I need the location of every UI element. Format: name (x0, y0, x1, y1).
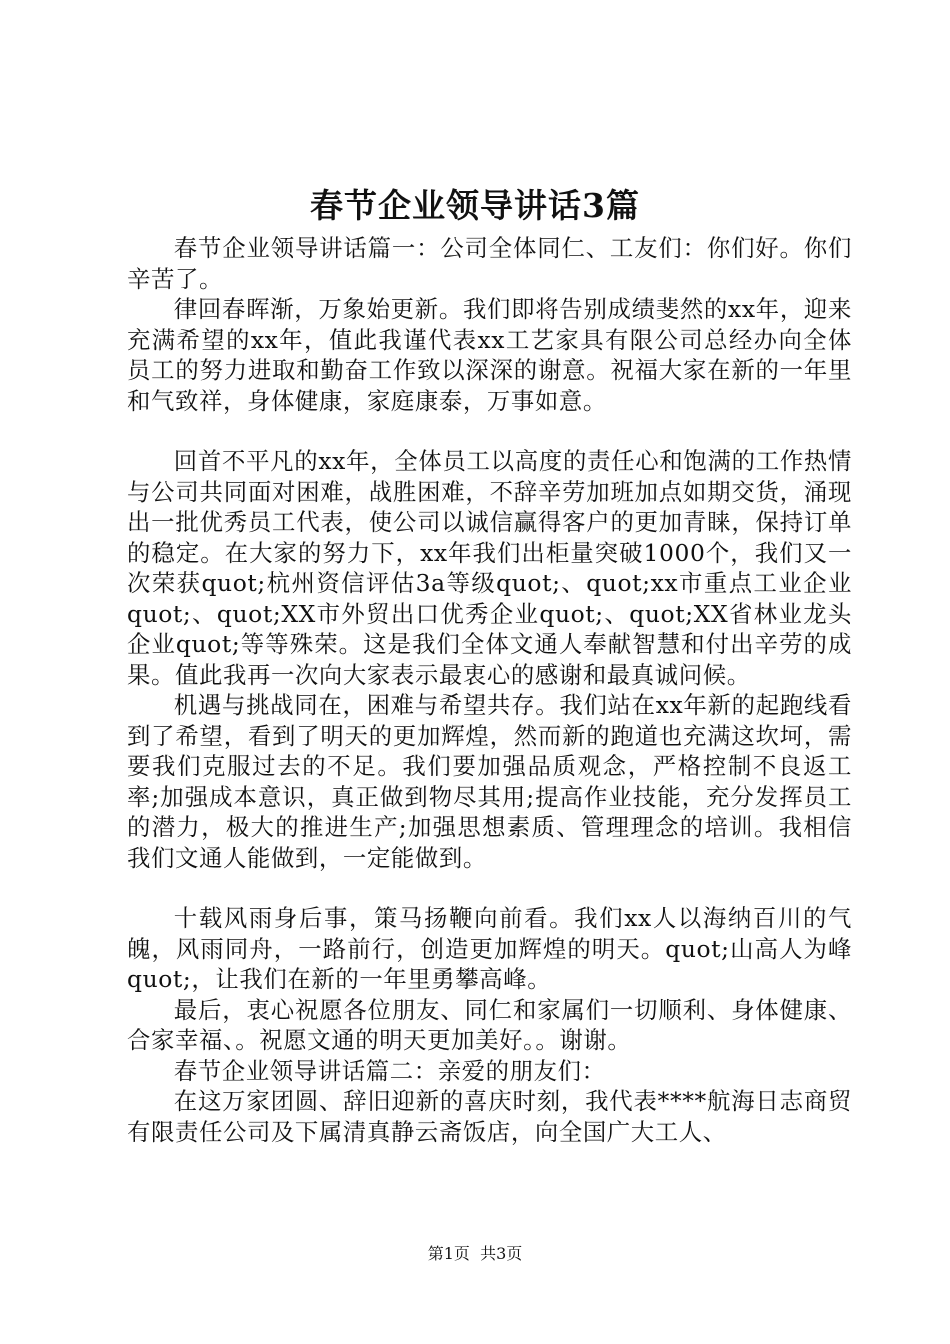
paragraph: 回首不平凡的xx年，全体员工以高度的责任心和饱满的工作热情与公司共同面对困难，战胜困难，不辞辛劳加班加点如期交货，涌现出一批优秀员工代表，使公司以诚信赢得客户的更加青睐，保持订单的稳定。在大家的努力下，xx年我们出柜量突破1000个，我们又一次荣获quot;杭州资信评估3a等级quot;、quot;xx市重点工业企业quot;、quot;XX市外贸出口优秀企业quot;、quot;XX省林业龙头企业quot;等等殊荣。这是我们全体文通人奉献智慧和付出辛劳的成果。值此我再一次向大家表示最衷心的感谢和最真诚问候。 (127, 447, 852, 689)
paragraph: 春节企业领导讲话篇二：亲爱的朋友们： (173, 1056, 606, 1085)
paragraph: 春节企业领导讲话篇一：公司全体同仁、工友们：你们好。你们辛苦了。 (127, 234, 852, 293)
paragraph: 机遇与挑战同在，困难与希望共存。我们站在xx年新的起跑线看到了希望，看到了明天的更加辉煌，然而新的跑道也充满这坎坷，需要我们克服过去的不足。我们要加强品质观念，严格控制不良返工率;加强成本意识，真正做到物尽其用;提高作业技能，充分发挥员工的潜力，极大的推进生产;加强思想素质、管理理念的培训。我相信我们文通人能做到，一定能做到。 (127, 691, 852, 872)
document-title: 春节企业领导讲话3篇 (310, 186, 640, 225)
paragraph: 律回春晖渐，万象始更新。我们即将告别成绩斐然的xx年，迎来充满希望的xx年，值此我谨代表xx工艺家具有限公司总经办向全体员工的努力进取和勤奋工作致以深深的谢意。祝福大家在新的一年里和气致祥，身体健康，家庭康泰，万事如意。 (127, 295, 852, 415)
page-footer (0, 1243, 950, 1265)
document-body (127, 233, 852, 1147)
paragraph: 在这万家团圆、辞旧迎新的喜庆时刻，我代表****航海日志商贸有限责任公司及下属清真静云斋饭店，向全国广大工人、 (127, 1087, 852, 1146)
page-number: 第1页 共3页 (427, 1244, 523, 1263)
paragraph: 最后，衷心祝愿各位朋友、同仁和家属们一切顺利、身体健康、合家幸福、。祝愿文通的明天更加美好。。谢谢。 (127, 995, 852, 1054)
paragraph: 十载风雨身后事，策马扬鞭向前看。我们xx人以海纳百川的气魄，风雨同舟，一路前行，创造更加辉煌的明天。quot;山高人为峰quot;，让我们在新的一年里勇攀高峰。 (127, 904, 852, 993)
